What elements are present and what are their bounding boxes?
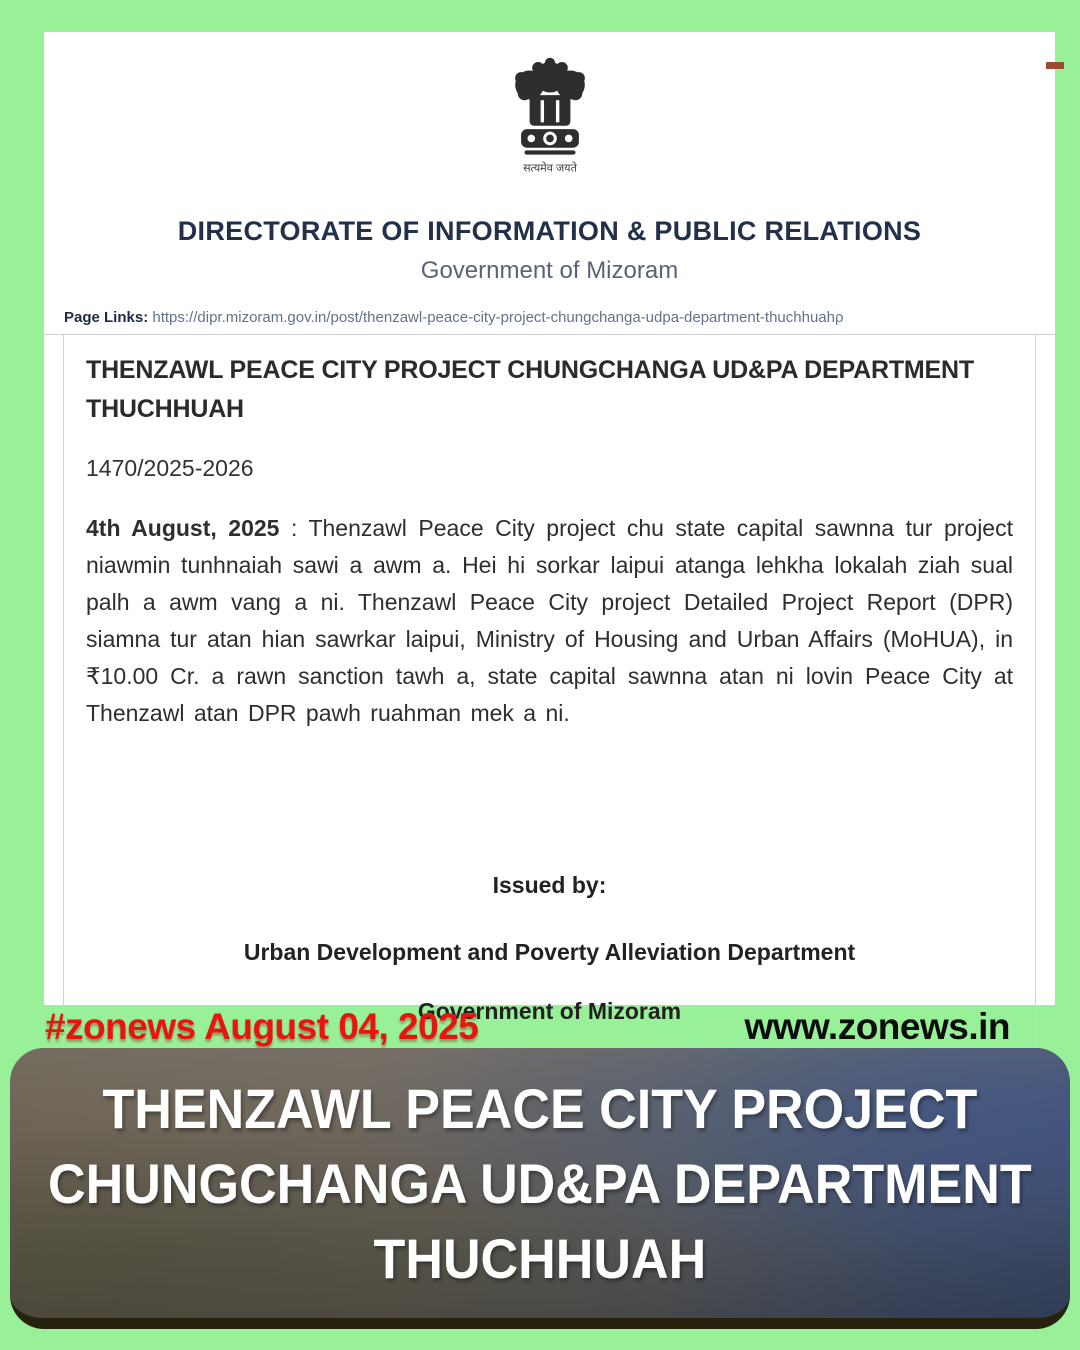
release-date: 4th August, 2025	[86, 515, 280, 541]
release-date-separator: :	[279, 515, 309, 541]
issued-by-government: Government of Mizoram	[417, 998, 682, 1024]
headline-banner	[10, 1048, 1070, 1329]
emblem-motto: सत्यमेव जयते	[522, 162, 577, 175]
issued-by-department: Urban Development and Poverty Alleviation Department	[243, 939, 856, 965]
india-national-emblem-icon	[499, 54, 601, 194]
headline-title	[48, 1071, 1032, 1296]
org-subtitle: Government of Mizoram	[420, 257, 679, 284]
release-body-paragraph	[86, 510, 1013, 732]
page-links-url[interactable]: https://dipr.mizoram.gov.in/post/thenzawl-peace-city-project-chungchanga-udpa-department-thuchhuah	[152, 309, 835, 326]
release-body-text: Thenzawl Peace City project chu state capital sawnna tur project niawmin tunhnaiah sawi a awm a. Hei hi sorkar laipui atanga lehkha lokalah ziah sual palh a awm vang a ni. Thenzawl Peace City project Detailed Project Report (DPR) siamna tur atan hian sawrkar laipui, Ministry of Housing and Urban Affairs (MoHUA), in ₹10.00 Cr. a rawn sanction tawh a, state capital sawnna atan ni lovin Peace City at Thenzawl atan DPR pawh ruahman mek a ni.	[86, 515, 1013, 726]
release-ref-number: 1470/2025-2026	[86, 455, 254, 481]
headline-line-2: CHUNGCHANGA UD&PA DEPARTMENT	[48, 1151, 1032, 1215]
org-title: DIRECTORATE OF INFORMATION & PUBLIC RELATIONS	[177, 216, 922, 246]
website-url[interactable]: www.zonews.in	[744, 1005, 1010, 1047]
footer-strip	[0, 1005, 1080, 1048]
emblem-container	[44, 32, 1055, 196]
hashtag-date: #zonews August 04, 2025	[45, 1005, 479, 1047]
cursor-glyph: ρ	[834, 309, 844, 326]
release-title: THENZAWL PEACE CITY PROJECT CHUNGCHANGA UD&PA DEPARTMENT THUCHHUAH	[86, 356, 974, 423]
page-links-label: Page Links	[64, 309, 144, 326]
page-links-bar	[44, 309, 1055, 335]
headline-line-3: THUCHHUAH	[373, 1226, 707, 1290]
headline-line-1: THENZAWL PEACE CITY PROJECT	[102, 1076, 978, 1140]
issued-by-block	[86, 872, 1013, 1025]
edge-mark-artifact	[1046, 62, 1064, 69]
issued-by-label: Issued by:	[492, 872, 607, 898]
page-links-separator: :	[143, 309, 153, 326]
press-release-document	[44, 32, 1055, 1024]
